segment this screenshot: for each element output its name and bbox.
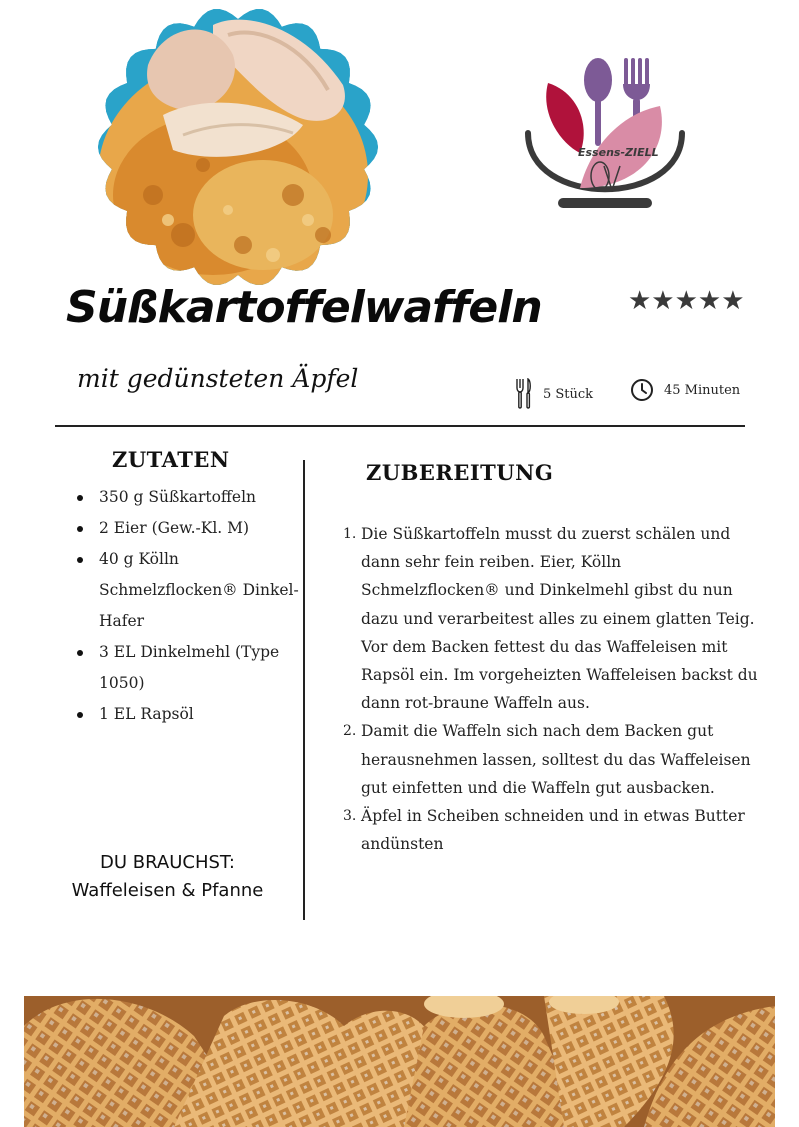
ingredient-item: 350 g Süßkartoffeln xyxy=(72,482,304,513)
equipment-heading: DU BRAUCHST: xyxy=(100,852,235,873)
logo-text: Essens-ZIELL xyxy=(578,146,659,159)
step-number: 3. xyxy=(343,808,357,825)
step-text: Äpfel in Scheiben schneiden und in etwas Butter andünsten xyxy=(361,807,745,854)
recipe-subtitle: mit gedünsteten Äpfel xyxy=(77,364,359,393)
essens-ziell-logo xyxy=(520,48,690,223)
recipe-title: Süßkartoffelwaffeln xyxy=(66,282,542,333)
equipment-block xyxy=(55,849,280,905)
clock-icon xyxy=(630,378,654,402)
step-text: Damit die Waffeln sich nach dem Backen gut herausnehmen lassen, solltest du das Waffeleisen gut einfetten und die Waffeln gut ausbacken. xyxy=(361,722,751,797)
servings-value: 5 Stück xyxy=(543,386,594,402)
step-number: 1. xyxy=(343,526,357,542)
servings-info xyxy=(515,378,593,410)
divider-horizontal xyxy=(55,425,745,427)
step-item xyxy=(343,520,763,717)
step-text: Die Süßkartoffeln musst du zuerst schälen und dann sehr fein reiben. Eier, Kölln Schmelzflocken® und Dinkelmehl gibst du nun dazu und verarbeitest alles zu einem glatten Teig. Vor dem Backen fettest du das Waffeleisen mit Rapsöl ein. Im vorgeheizten Waffeleisen backst du dann rot-braune Waffeln aus. xyxy=(361,525,758,713)
ingredient-item: 3 EL Dinkelmehl (Type 1050) xyxy=(72,637,304,699)
step-item xyxy=(343,717,763,802)
preparation-heading: ZUBEREITUNG xyxy=(366,460,554,485)
ingredient-item: 40 g Kölln Schmelzflocken® Dinkel-Hafer xyxy=(72,544,304,637)
step-item xyxy=(343,802,763,858)
preparation-steps xyxy=(343,520,763,858)
ingredients-list xyxy=(72,482,304,730)
cutlery-icon xyxy=(515,378,533,410)
step-number: 2. xyxy=(343,723,357,740)
ingredient-item: 2 Eier (Gew.-Kl. M) xyxy=(72,513,304,544)
waffles-photo xyxy=(24,996,775,1127)
time-value: 45 Minuten xyxy=(664,382,741,398)
equipment-value: Waffeleisen & Pfanne xyxy=(71,880,264,901)
ingredient-item: 1 EL Rapsöl xyxy=(72,699,304,730)
rating-stars: ★★★★★ xyxy=(628,286,745,316)
ingredients-heading: ZUTATEN xyxy=(112,447,230,472)
dish-photo xyxy=(93,5,383,290)
time-info xyxy=(630,378,740,402)
